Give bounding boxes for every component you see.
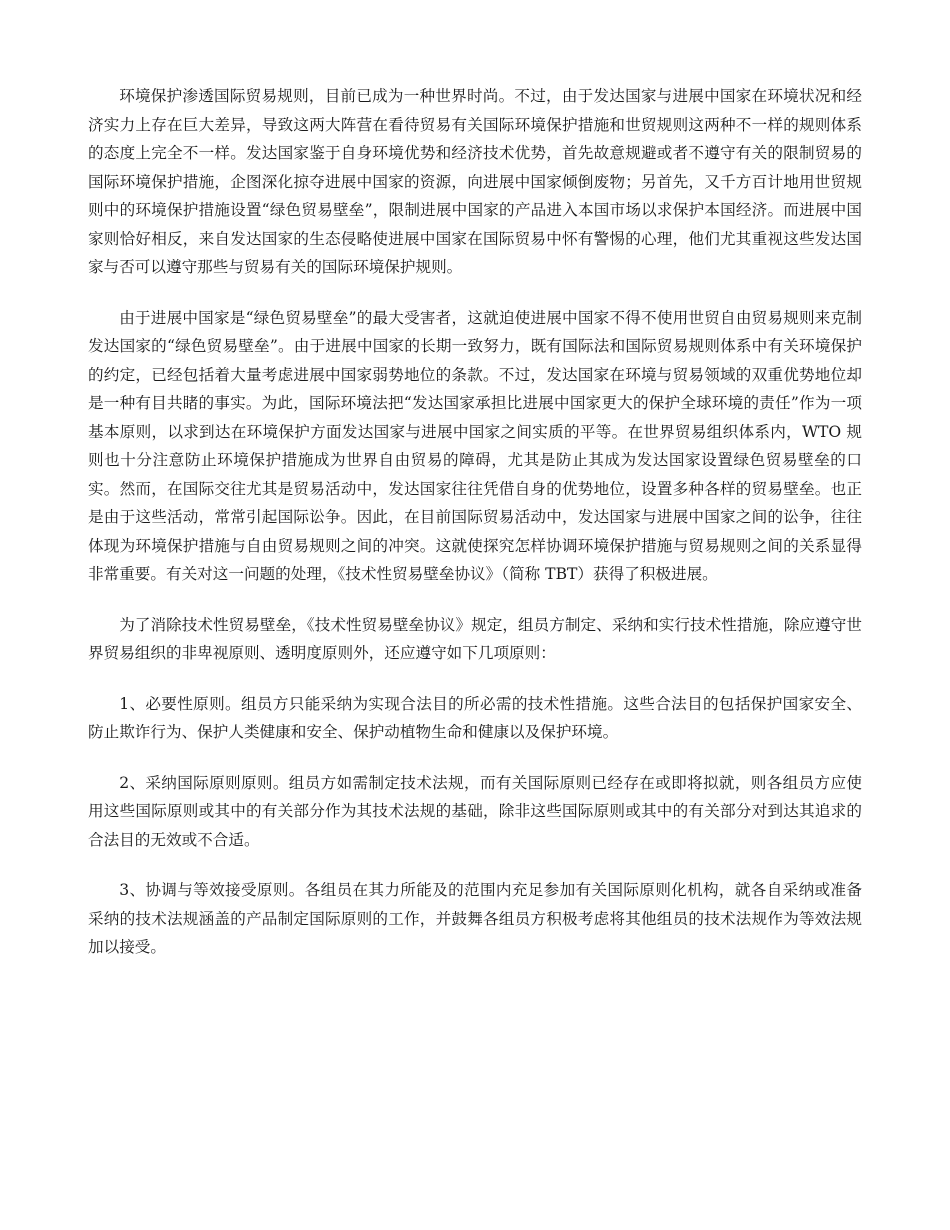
paragraph-green-barrier: 由于进展中国家是“绿色贸易壁垒”的最大受害者，这就迫使进展中国家不得不使用世贸自由贸易规则来克制发达国家的“绿色贸易壁垒”。由于进展中国家的长期一致努力，既有国际法和国际贸易规则体系中有关环境保护的约定，已经包括着大量考虑进展中国家弱势地位的条款。不过，发达国家在环境与贸易领域的双重优势地位却是一种有目共睹的事实。为此，国际环境法把“发达国家承担比进展中国家更大的保护全球环境的责任”作为一项基本原则，以求到达在环境保护方面发达国家与进展中国家之间实质的平等。在世界贸易组织体系内，WTO 规则也十分注意防止环境保护措施成为世界自由贸易的障碍，尤其是防止其成为发达国家设置绿色贸易壁垒的口实。然而，在国际交往尤其是贸易活动中，发达国家往往凭借自身的优势地位，设置多种各样的贸易壁垒。也正是由于这些活动，常常引起国际讼争。因此，在目前国际贸易活动中，发达国家与进展中国家之间的讼争，往往体现为环境保护措施与自由贸易规则之间的冲突。这就使探究怎样协调环境保护措施与贸易规则之间的关系显得非常重要。有关对这一问题的处理，《技术性贸易壁垒协议》（简称 TBT）获得了积极进展。 xyxy=(88,308,862,583)
paragraph-tbt-principles: 为了消除技术性贸易壁垒，《技术性贸易壁垒协议》规定，组员方制定、采纳和实行技术性措施，除应遵守世界贸易组织的非卑视原则、透明度原则外，还应遵守如下几项原则： xyxy=(88,615,862,662)
paragraph-principle-international-standards: 2、采纳国际原则原则。组员方如需制定技术法规，而有关国际原则已经存在或即将拟就，则各组员方应使用这些国际原则或其中的有关部分作为其技术法规的基础，除非这些国际原则或其中的有关部分对到达其追求的合法目的无效或不合适。 xyxy=(88,773,862,849)
paragraph-principle-harmonization: 3、协调与等效接受原则。各组员在其力所能及的范围内充足参加有关国际原则化机构，就各自采纳或准备采纳的技术法规涵盖的产品制定国际原则的工作，并鼓舞各组员方积极考虑将其他组员的技术法规作为等效法规加以接受。 xyxy=(88,881,862,956)
paragraph-intro: 环境保护渗透国际贸易规则，目前已成为一种世界时尚。不过，由于发达国家与进展中国家在环境状况和经济实力上存在巨大差异，导致这两大阵营在看待贸易有关国际环境保护措施和世贸规则这两种不一样的规则体系的态度上完全不一样。发达国家鉴于自身环境优势和经济技术优势，首先故意规避或者不遵守有关的限制贸易的国际环境保护措施，企图深化掠夺进展中国家的资源，向进展中国家倾倒废物；另首先，又千方百计地用世贸规则中的环境保护措施设置“绿色贸易壁垒”，限制进展中国家的产品进入本国市场以求保护本国经济。而进展中国家则恰好相反，来自发达国家的生态侵略使进展中国家在国际贸易中怀有警惕的心理，他们尤其重视这些发达国家与否可以遵守那些与贸易有关的国际环境保护规则。 xyxy=(88,87,862,276)
paragraph-principle-necessity: 1、必要性原则。组员方只能采纳为实现合法目的所必需的技术性措施。这些合法目的包括保护国家安全、防止欺诈行为、保护人类健康和安全、保护动植物生命和健康以及保护环境。 xyxy=(88,694,862,741)
